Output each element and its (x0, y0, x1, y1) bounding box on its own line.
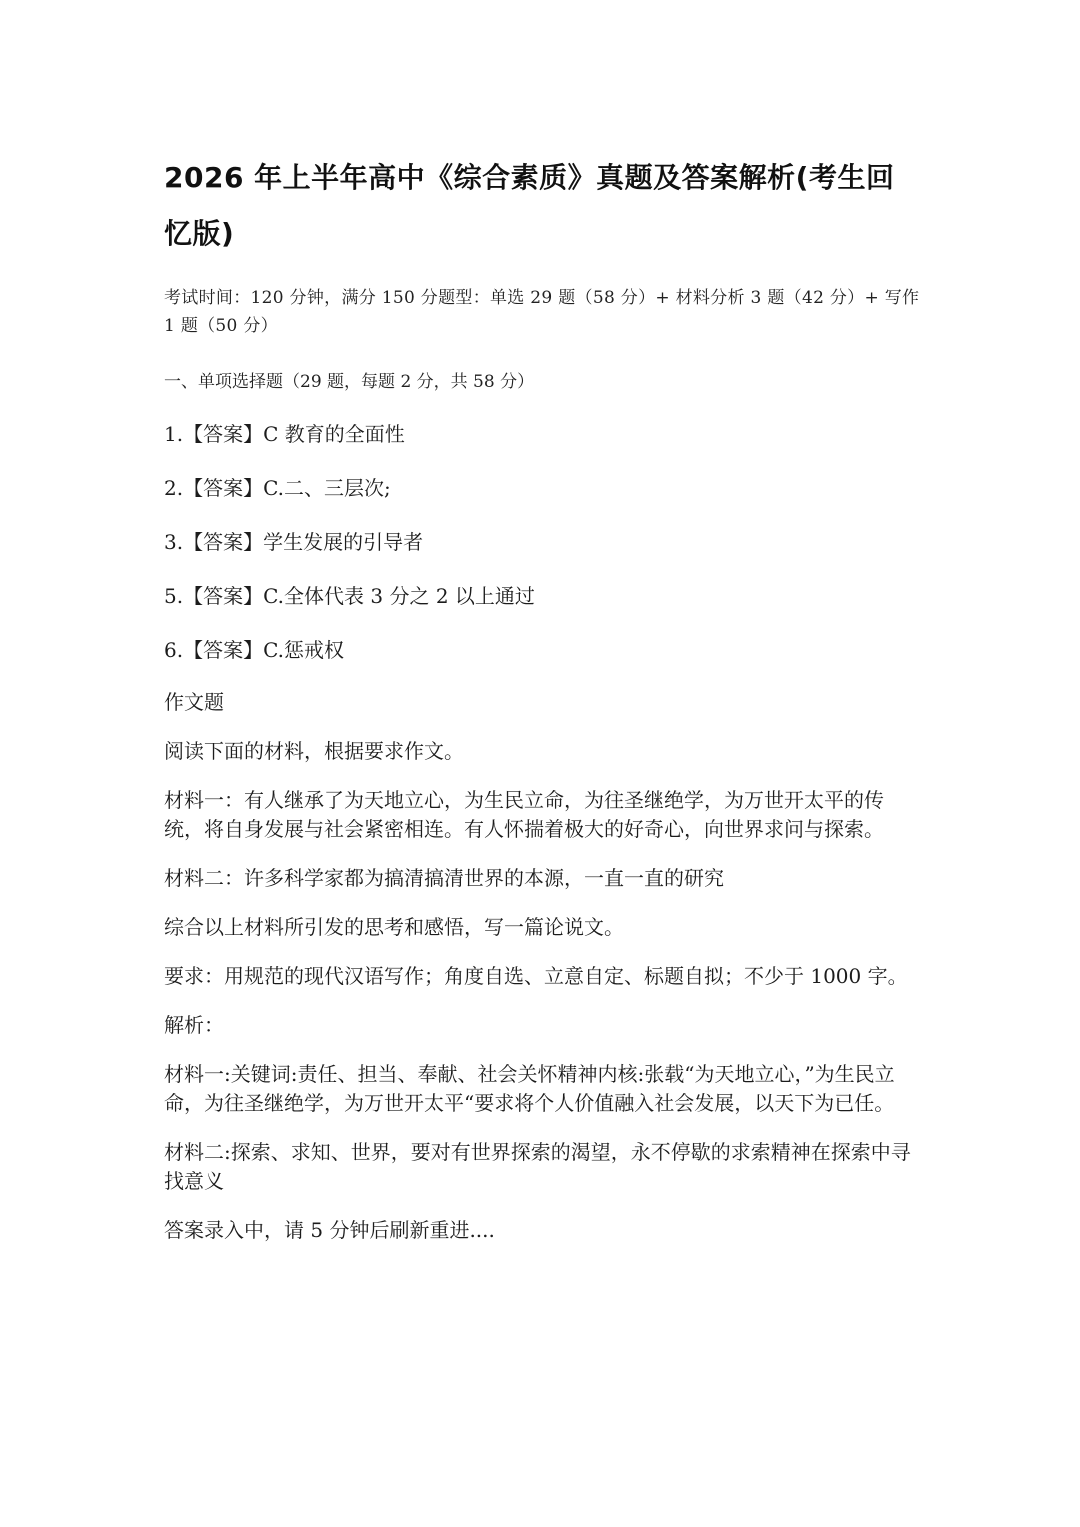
analysis-material-one: 材料一:关键词:责任、担当、奉献、社会关怀精神内核:张载“为天地立心，”为生民立命，为往圣继绝学，为万世开太平“要求将个人价值融入社会发展，以天下为已任。 (164, 1062, 895, 1115)
essay-prompt: 综合以上材料所引发的思考和感悟，写一篇论说文。 (164, 915, 624, 939)
analysis-heading: 解析： (164, 1013, 224, 1037)
document-body (164, 150, 920, 1245)
answer-line: 2.【答案】C.二、三层次; (164, 476, 391, 500)
exam-info: 考试时间：120 分钟，满分 150 分题型：单选 29 题（58 分）+ 材料分析 3 题（42 分）+ 写作 1 题（50 分） (164, 288, 920, 336)
answer-line: 3.【答案】学生发展的引导者 (164, 530, 424, 554)
page-title: 2026 年上半年高中《综合素质》真题及答案解析(考生回忆版) (164, 161, 895, 250)
answer-line: 1.【答案】C 教育的全面性 (164, 422, 405, 446)
essay-material-one: 材料一：有人继承了为天地立心，为生民立命，为往圣继绝学，为万世开太平的传统，将自身发展与社会紧密相连。有人怀揣着极大的好奇心，向世界求问与探索。 (164, 788, 884, 841)
footer-note: 答案录入中，请 5 分钟后刷新重进.... (164, 1218, 495, 1242)
essay-instruction: 阅读下面的材料，根据要求作文。 (164, 739, 464, 763)
section-heading: 一、单项选择题（29 题，每题 2 分，共 58 分） (164, 372, 535, 392)
analysis-material-two: 材料二:探索、求知、世界，要对有世界探索的渴望，永不停歇的求索精神在探索中寻找意义 (164, 1140, 911, 1193)
answer-line: 5.【答案】C.全体代表 3 分之 2 以上通过 (164, 584, 535, 608)
essay-heading: 作文题 (164, 690, 224, 714)
answer-line: 6.【答案】C.惩戒权 (164, 638, 345, 662)
essay-requirements: 要求：用规范的现代汉语写作；角度自选、立意自定、标题自拟；不少于 1000 字。 (164, 964, 908, 988)
essay-material-two: 材料二：许多科学家都为搞清搞清世界的本源，一直一直的研究 (164, 866, 724, 890)
